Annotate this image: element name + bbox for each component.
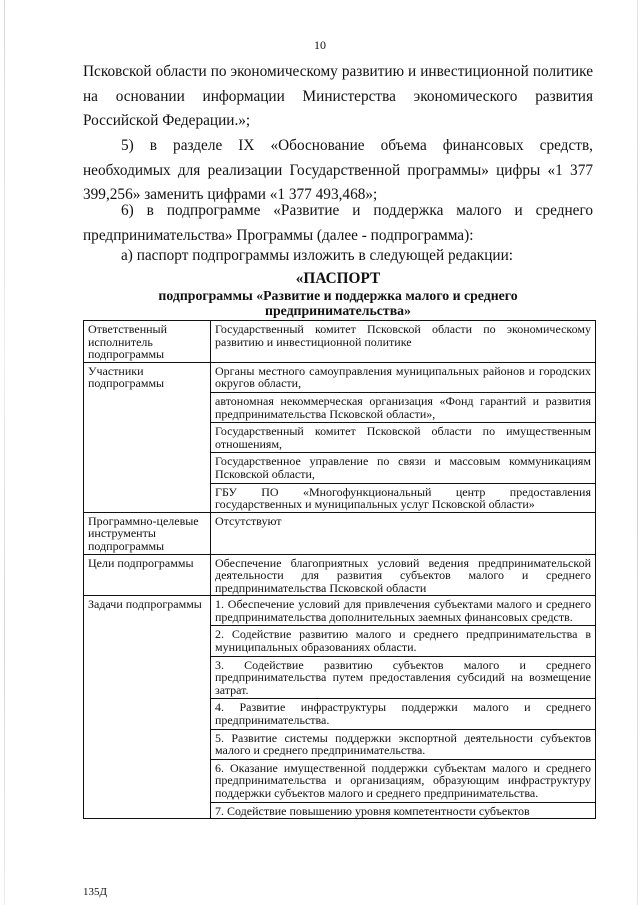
- value-block: Обеспечение благоприятных условий ведения предпринимательской деятельности для развития субъектов малого и среднего предпринимательства Псковской области: [215, 555, 591, 595]
- footer-code: 135Д: [83, 886, 108, 898]
- scan-edge-left: [4, 0, 5, 905]
- table-row: [84, 596, 596, 819]
- value-block: Органы местного самоуправления муниципальных районов и городских округов области,: [215, 363, 591, 391]
- table-row: [84, 362, 596, 512]
- scan-edge-right: [637, 0, 638, 905]
- passport-table: [83, 320, 596, 819]
- row-value: [211, 362, 596, 512]
- paragraph-item-a: а) паспорт подпрограммы изложить в следующей редакции:: [121, 247, 514, 264]
- page-number: 10: [314, 38, 326, 52]
- value-block: 1. Обеспечение условий для привлечения субъектами малого и среднего предпринимательства дополнительных заемных финансовых средств.: [215, 597, 591, 624]
- passport-subtitle: подпрограммы «Развитие и поддержка малого и среднего предпринимательства»: [158, 288, 518, 318]
- value-block: Государственный комитет Псковской области по экономическому развитию и инвестиционной политике: [215, 322, 591, 349]
- value-block: 2. Содействие развитию малого и среднего предпринимательства в муниципальных образованиях области.: [211, 625, 595, 653]
- paragraph-item-6: 6) в подпрограмме «Развитие и поддержка малого и среднего предпринимательства» Программы (далее - подпрограмма):: [83, 202, 593, 244]
- row-value: [211, 321, 596, 363]
- row-value: [211, 554, 596, 596]
- value-block: 5. Развитие системы поддержки экспортной деятельности субъектов малого и среднего предпринимательства.: [211, 729, 595, 757]
- paragraph-continuation: Псковской области по экономическому развитию и инвестиционной политике на основании информации Министерства экономического развития Российской Федерации.»;: [83, 63, 593, 130]
- row-label: Ответственный исполнитель подпрограммы: [84, 321, 211, 363]
- value-block: Отсутствуют: [215, 513, 282, 528]
- row-label: Участники подпрограммы: [84, 362, 211, 512]
- value-block: автономная некоммерческая организация «Фонд гарантий и развития предпринимательства Псковской области»,: [211, 392, 595, 420]
- value-block: Государственный комитет Псковской области по имущественным отношениям,: [211, 422, 595, 450]
- row-label: Цели подпрограммы: [84, 554, 211, 596]
- value-block: ГБУ ПО «Многофункциональный центр предоставления государственных и муниципальных услуг Псковской области»: [211, 483, 595, 511]
- value-block: Государственное управление по связи и массовым коммуникациям Псковской области,: [211, 452, 595, 480]
- row-label: Программно-целевые инструменты подпрограммы: [84, 512, 211, 554]
- row-value: [211, 596, 596, 819]
- table-row: [84, 321, 596, 363]
- row-value: [211, 512, 596, 554]
- value-block: 6. Оказание имущественной поддержки субъектам малого и среднего предпринимательства и организациям, образующим инфраструктуру поддержки субъектов малого и среднего предпринимательства.: [211, 759, 595, 800]
- row-label: Задачи подпрограммы: [84, 596, 211, 819]
- table-row: [84, 512, 596, 554]
- value-block: 3. Содействие развитию субъектов малого и среднего предпринимательства путем предоставления субсидий на возмещение затрат.: [211, 656, 595, 697]
- paragraph-item-5: 5) в разделе IX «Обоснование объема финансовых средств, необходимых для реализации Государственной программы» цифры «1 377 399,256» заменить цифрами «1 377 493,468»;: [83, 137, 593, 204]
- passport-title: «ПАСПОРТ: [295, 270, 381, 287]
- value-block: 4. Развитие инфраструктуры поддержки малого и среднего предпринимательства.: [211, 698, 595, 726]
- table-row: [84, 554, 596, 596]
- value-block: 7. Содействие повышению уровня компетентности субъектов: [211, 802, 595, 818]
